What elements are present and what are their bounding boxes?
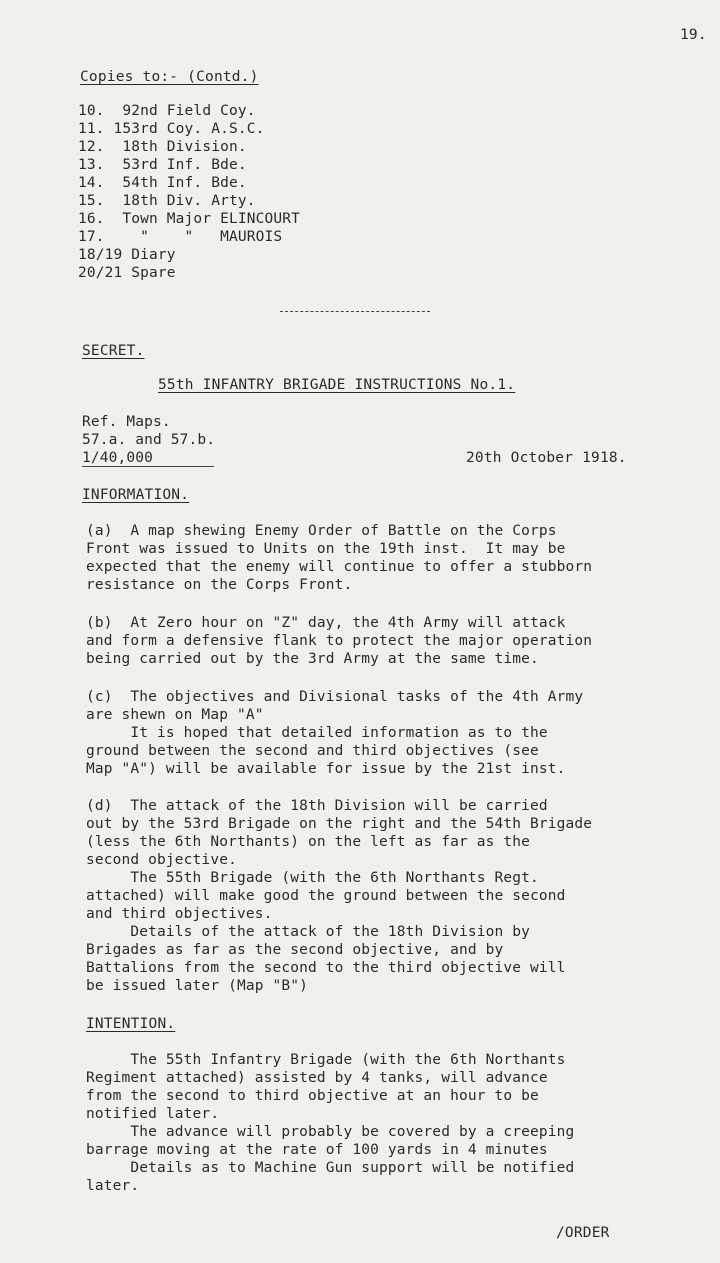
paragraph-line: are shewn on Map "A" xyxy=(86,707,264,723)
copies-item: 11. 153rd Coy. A.S.C. xyxy=(78,121,265,137)
paragraph-line: Details as to Machine Gun support will be notified xyxy=(86,1160,575,1176)
paragraph-line: (less the 6th Northants) on the left as far as the xyxy=(86,834,530,850)
document-date: 20th October 1918. xyxy=(466,450,627,466)
paragraph-line: (c) The objectives and Divisional tasks of the 4th Army xyxy=(86,689,584,705)
copies-item: 16. Town Major ELINCOURT xyxy=(78,211,300,227)
copies-item: 15. 18th Div. Arty. xyxy=(78,193,256,209)
intention-paragraph xyxy=(86,1051,714,1195)
paragraph-line: attached) will make good the ground between the second xyxy=(86,888,566,904)
paragraph-line: Map "A") will be available for issue by the 21st inst. xyxy=(86,761,566,777)
page-number: 19. xyxy=(680,27,707,43)
copies-item: 12. 18th Division. xyxy=(78,139,247,155)
ref-maps-scale: 1/40,000 xyxy=(82,450,154,466)
paragraph-line: expected that the enemy will continue to offer a stubborn xyxy=(86,559,593,575)
paragraph-line: being carried out by the 3rd Army at the same time. xyxy=(86,651,539,667)
paragraph-line: Front was issued to Units on the 19th inst. It may be xyxy=(86,541,566,557)
paragraph-line: The 55th Infantry Brigade (with the 6th Northants xyxy=(86,1052,566,1068)
paragraph-line: The 55th Brigade (with the 6th Northants Regt. xyxy=(86,870,539,886)
paragraph-line: Regiment attached) assisted by 4 tanks, will advance xyxy=(86,1070,548,1086)
paragraph-line: be issued later (Map "B") xyxy=(86,978,308,994)
paragraph-a xyxy=(86,522,714,594)
secret-label: SECRET. xyxy=(82,343,145,359)
information-heading: INFORMATION. xyxy=(82,487,190,503)
paragraph-d xyxy=(86,797,714,995)
paragraph-line: and third objectives. xyxy=(86,906,273,922)
paragraph-line: and form a defensive flank to protect the major operation xyxy=(86,633,593,649)
paragraph-line: second objective. xyxy=(86,852,237,868)
section-divider xyxy=(280,311,430,312)
intention-heading: INTENTION. xyxy=(86,1016,176,1032)
paragraph-line: (d) The attack of the 18th Division will be carried xyxy=(86,798,548,814)
paragraph-line: Brigades as far as the second objective, and by xyxy=(86,942,504,958)
paragraph-line: resistance on the Corps Front. xyxy=(86,577,353,593)
copies-item: 20/21 Spare xyxy=(78,265,176,281)
copies-list xyxy=(78,102,706,282)
paragraph-line: out by the 53rd Brigade on the right and the 54th Brigade xyxy=(86,816,593,832)
continuation-catchword: /ORDER xyxy=(556,1225,610,1241)
paragraph-line: Details of the attack of the 18th Division by xyxy=(86,924,530,940)
paragraph-b xyxy=(86,614,714,668)
copies-item: 10. 92nd Field Coy. xyxy=(78,103,256,119)
ref-maps-underline xyxy=(82,466,214,467)
copies-item: 18/19 Diary xyxy=(78,247,176,263)
paragraph-line: The advance will probably be covered by a creeping xyxy=(86,1124,575,1140)
copies-heading: Copies to:- (Contd.) xyxy=(80,69,259,85)
paragraph-line: from the second to third objective at an hour to be xyxy=(86,1088,539,1104)
copies-item: 17. " " MAUROIS xyxy=(78,229,283,245)
paragraph-line: barrage moving at the rate of 100 yards in 4 minutes xyxy=(86,1142,548,1158)
document-title: 55th INFANTRY BRIGADE INSTRUCTIONS No.1. xyxy=(158,377,516,393)
paragraph-line: It is hoped that detailed information as to the xyxy=(86,725,548,741)
paragraph-c xyxy=(86,688,714,778)
ref-maps-line: Ref. Maps. xyxy=(82,414,171,430)
paragraph-line: ground between the second and third objectives (see xyxy=(86,743,539,759)
paragraph-line: Battalions from the second to the third objective will xyxy=(86,960,566,976)
paragraph-line: (b) At Zero hour on "Z" day, the 4th Army will attack xyxy=(86,615,566,631)
copies-item: 14. 54th Inf. Bde. xyxy=(78,175,247,191)
paragraph-line: (a) A map shewing Enemy Order of Battle on the Corps xyxy=(86,523,557,539)
paragraph-line: later. xyxy=(86,1178,140,1194)
paragraph-line: notified later. xyxy=(86,1106,220,1122)
ref-maps-line: 57.a. and 57.b. xyxy=(82,432,216,448)
copies-item: 13. 53rd Inf. Bde. xyxy=(78,157,247,173)
